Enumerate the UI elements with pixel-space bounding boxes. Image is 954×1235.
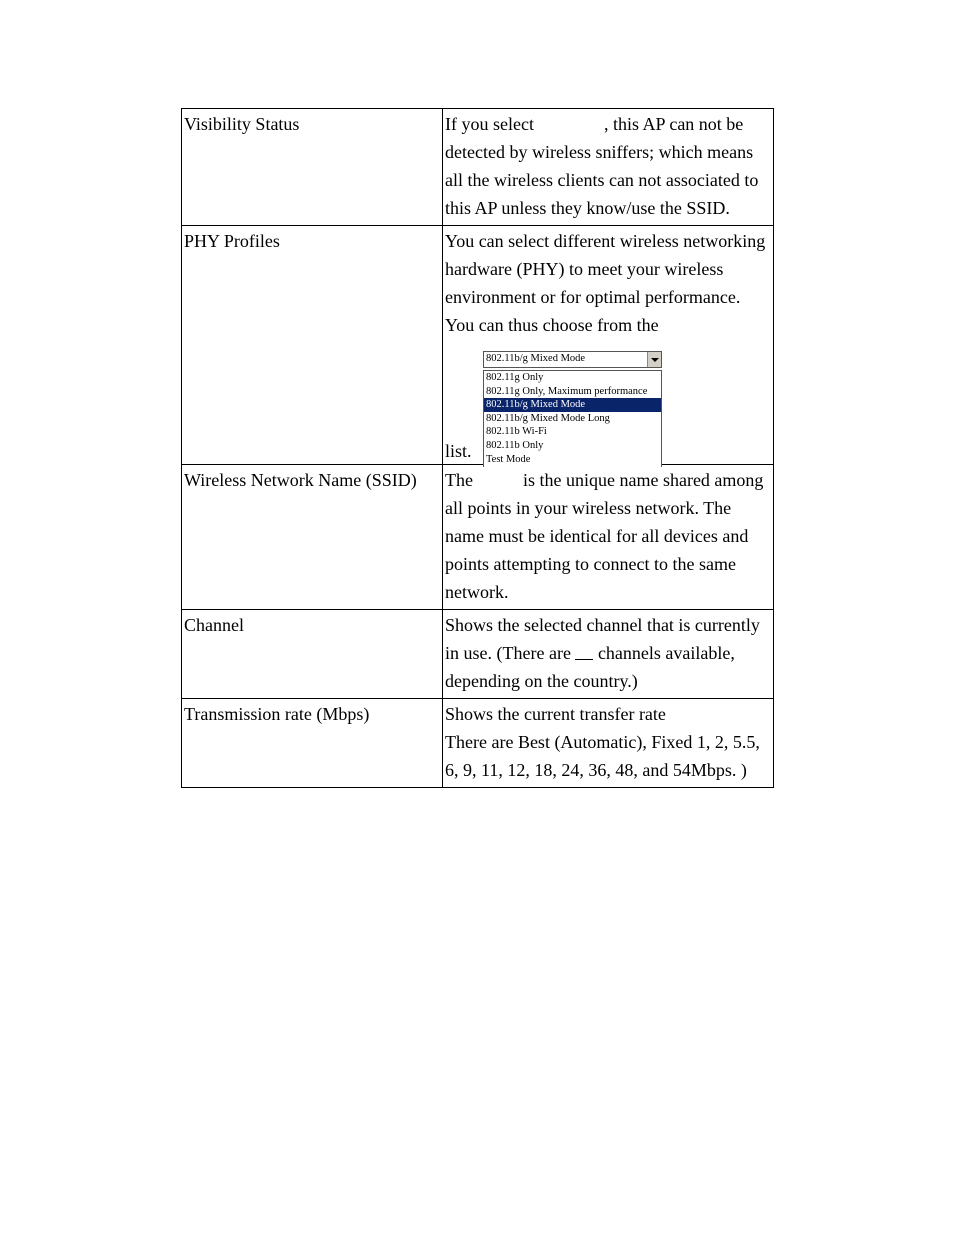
table-row [182,226,774,465]
option-80211bg-mixed-long[interactable]: 802.11b/g Mixed Mode Long [486,412,610,424]
desc-text: You can select different wireless networking hardware (PHY) to meet your wireless environment or for optimal performance. You can thus choose from the [445,231,766,335]
row-description [443,226,774,465]
desc-text: channels available, depending on the country.) [445,643,735,691]
row-label: PHY Profiles [182,226,443,465]
option-80211b-only[interactable]: 802.11b Only [486,439,544,451]
row-label: Transmission rate (Mbps) [182,699,443,788]
option-80211g-only-max[interactable]: 802.11g Only, Maximum performance [486,385,648,397]
chevron-down-icon[interactable] [647,352,661,367]
table-row [182,109,774,226]
table-row [182,699,774,788]
selected-value: 802.11b/g Mixed Mode [486,353,586,364]
table-row [182,610,774,699]
desc-text: Shows the current transfer rate [445,704,666,724]
desc-text: , this AP can not be detected by wireless sniffers; which means all the wireless clients can not associated to this AP unless they know/use the SSID. [445,114,759,218]
table-row [182,465,774,610]
option-80211b-wifi[interactable]: 802.11b Wi-Fi [486,426,547,438]
row-description [443,610,774,699]
channel-count-blank [575,643,593,660]
settings-table [181,108,774,788]
desc-text: The [445,470,473,490]
desc-text: If you select [445,114,534,134]
desc-text: is the unique name shared among all points in your wireless network. The name must be identical for all devices and points attempting to connect to the same network. [445,470,764,602]
desc-text: Shows the selected channel that is currently in use. (There are [445,615,760,663]
desc-text: There are Best (Automatic), Fixed 1, 2, 5.5, 6, 9, 11, 12, 18, 24, 36, 48, and 54Mbps. ) [445,732,760,780]
option-80211g-only[interactable]: 802.11g Only [486,372,544,383]
option-test-mode[interactable]: Test Mode [486,453,531,465]
option-80211bg-mixed[interactable]: 802.11b/g Mixed Mode [484,398,661,412]
row-description [443,465,774,610]
row-label: Wireless Network Name (SSID) [182,465,443,610]
phy-profile-select[interactable] [483,351,662,368]
row-label: Visibility Status [182,109,443,226]
phy-profile-dropdown[interactable] [483,351,662,467]
phy-list-area [445,339,773,465]
row-label: Channel [182,610,443,699]
list-word: list. [445,441,472,461]
row-description [443,109,774,226]
row-description [443,699,774,788]
phy-profile-options [483,370,662,467]
